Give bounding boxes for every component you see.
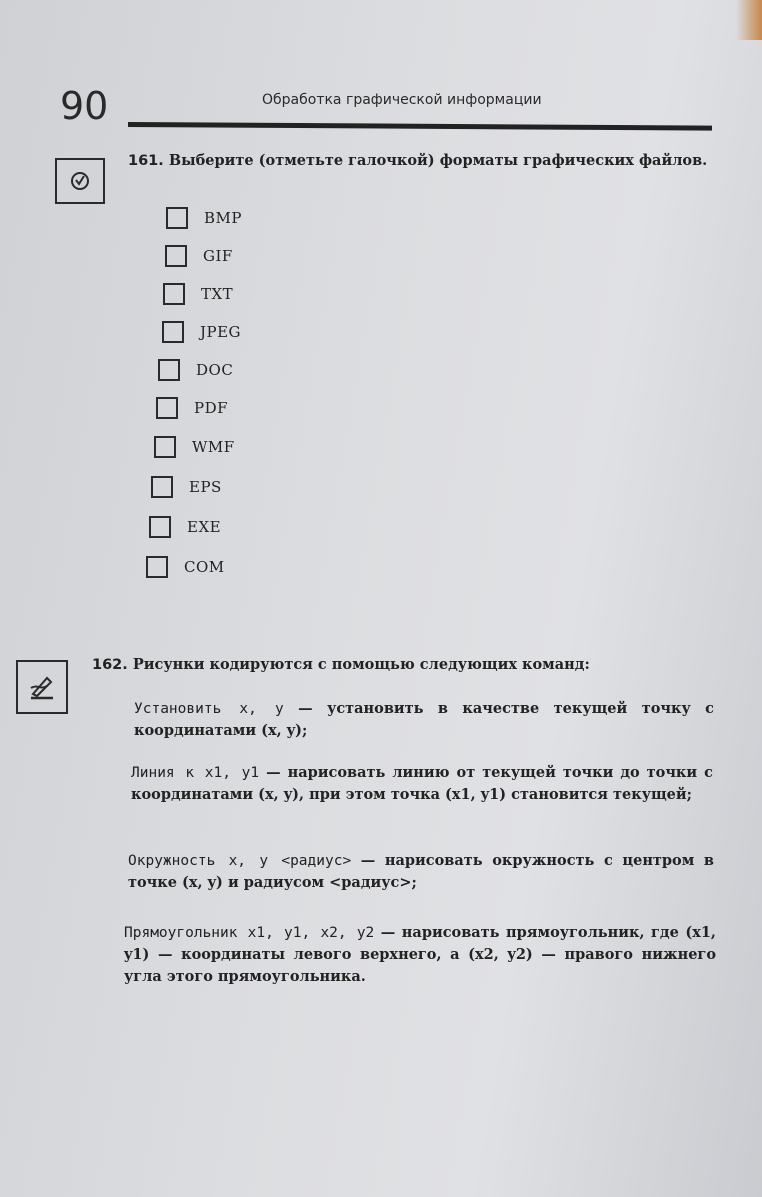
option-doc[interactable] <box>158 359 233 381</box>
checkbox[interactable] <box>162 321 184 343</box>
question-text: Выберите (отметьте галочкой) форматы графических файлов. <box>168 152 708 169</box>
question-number: 162. <box>92 657 128 673</box>
question-text: Рисунки кодируются с помощью следующих команд: <box>132 656 590 673</box>
option-com[interactable] <box>146 556 225 578</box>
command-rectangle <box>124 922 716 988</box>
command-name: Линия к x1, y1 <box>131 765 260 781</box>
command-name: Прямоугольник x1, y1, x2, y2 <box>124 925 375 941</box>
command-description: — нарисовать линию от текущей точки до точки с координатами (x, y), при этом точка (x1, y1) становится текущей; <box>131 764 713 803</box>
command-line <box>131 762 713 806</box>
option-exe[interactable] <box>149 516 221 538</box>
checkbox[interactable] <box>146 556 168 578</box>
command-description: — нарисовать прямоугольник, где (x1, y1) — координаты левого верхнего, а (x2, y2) — правого нижнего угла этого прямоугольника. <box>124 924 716 985</box>
command-circle <box>128 850 714 894</box>
command-name: Окружность x, y <радиус> <box>128 853 352 869</box>
question-162 <box>92 654 692 676</box>
option-wmf[interactable] <box>154 436 235 458</box>
option-pdf[interactable] <box>156 397 228 419</box>
option-label: DOC <box>196 361 234 379</box>
option-label: WMF <box>192 438 235 456</box>
checkbox[interactable] <box>166 207 188 229</box>
checkbox[interactable] <box>154 436 176 458</box>
command-description: — установить в качестве текущей точку с координатами (x, y); <box>134 700 714 739</box>
question-number: 161. <box>128 153 164 169</box>
option-label: COM <box>184 558 225 576</box>
running-title: Обработка графической информации <box>262 92 542 108</box>
checkbox[interactable] <box>149 516 171 538</box>
pencil-writing-icon <box>16 660 68 714</box>
option-label: TXT <box>201 285 234 303</box>
option-gif[interactable] <box>165 245 233 267</box>
checkmark-circle-icon <box>55 158 105 204</box>
option-eps[interactable] <box>151 476 222 498</box>
option-txt[interactable] <box>163 283 233 305</box>
option-label: EPS <box>189 478 222 496</box>
checkbox[interactable] <box>151 476 173 498</box>
command-name: Установить x, y <box>134 701 284 717</box>
option-label: PDF <box>194 399 229 417</box>
checkbox[interactable] <box>158 359 180 381</box>
option-jpeg[interactable] <box>162 321 241 343</box>
option-label: JPEG <box>200 323 242 341</box>
question-161 <box>128 150 710 172</box>
option-label: GIF <box>203 247 233 265</box>
option-bmp[interactable] <box>166 207 242 229</box>
option-label: EXE <box>187 518 222 536</box>
command-set-point <box>134 698 714 742</box>
checkbox[interactable] <box>156 397 178 419</box>
header-rule <box>128 122 712 131</box>
option-label: BMP <box>204 209 242 227</box>
checkbox[interactable] <box>165 245 187 267</box>
page-number: 90 <box>60 84 109 128</box>
command-description: — нарисовать окружность с центром в точке (x, y) и радиусом <радиус>; <box>128 852 714 891</box>
page-edge <box>736 0 762 40</box>
checkbox[interactable] <box>163 283 185 305</box>
